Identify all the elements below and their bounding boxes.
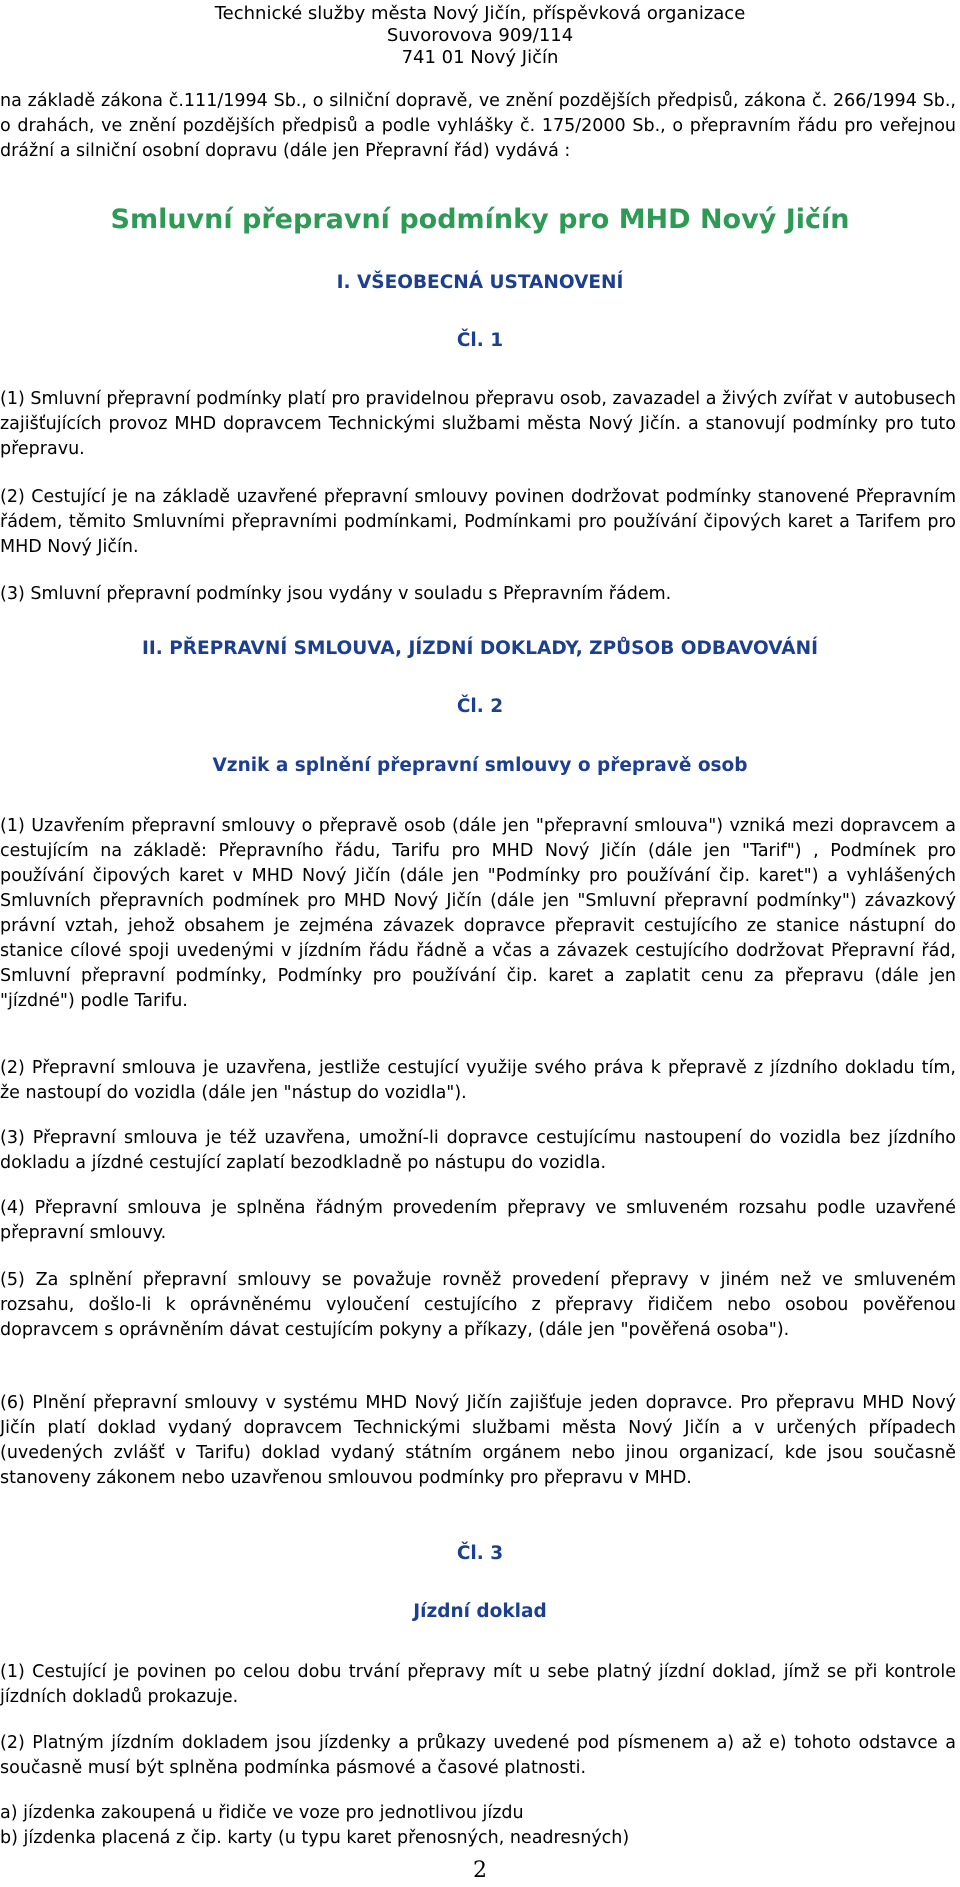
letterhead bbox=[0, 0, 960, 69]
article-2-heading: Čl. 2 bbox=[456, 696, 504, 717]
article-3-heading: Čl. 3 bbox=[456, 1543, 504, 1564]
section-1-heading: I. VŠEOBECNÁ USTANOVENÍ bbox=[336, 272, 624, 293]
organization-street: Suvorovova 909/114 bbox=[386, 25, 574, 46]
organization-city: 741 01 Nový Jičín bbox=[401, 47, 559, 68]
section-2-heading: II. PŘEPRAVNÍ SMLOUVA, JÍZDNÍ DOKLADY, ZPŮSOB ODBAVOVÁNÍ bbox=[142, 638, 818, 659]
article-3-paragraph-1: (1) Cestující je povinen po celou dobu trvání přepravy mít u sebe platný jízdní doklad, jímž se při kontrole jízdních dokladů prokazuje. bbox=[0, 1662, 956, 1707]
page-number: 2 bbox=[473, 1858, 487, 1883]
article-2-paragraph-1: (1) Uzavřením přepravní smlouvy o přepravě osob (dále jen "přepravní smlouva") vzniká mezi dopravcem a cestujícím na základě: Přepravního řádu, Tarifu pro MHD Nový Jičín (dále jen "Tarif") , Podmínek pro používání čipových karet v MHD Nový Jičín (dále jen "Podmínky pro používání čip. karet") a vyhlášených Smluvních přepravních podmínek pro MHD Nový Jičín (dále jen "Smluvní přepravní podmínky") závazkový právní vztah, jehož obsahem je zejména závazek dopravce přepravit cestujícího ze stanice nástupní do stanice cílové spoji uvedenými v jízdním řádu řádně a včas a závazek cestujícího dodržovat Přepravní řád, Smluvní přepravní podmínky, Podmínky pro používání čip. karet a zaplatit cenu za přepravu (dále jen "jízdné") podle Tarifu. bbox=[0, 816, 956, 1011]
article-1-heading: Čl. 1 bbox=[456, 330, 504, 351]
organization-name: Technické služby města Nový Jičín, příspěvková organizace bbox=[214, 3, 746, 24]
article-1-paragraph-1: (1) Smluvní přepravní podmínky platí pro pravidelnou přepravu osob, zavazadel a živých zvířat v autobusech zajišťujících provoz MHD dopravcem Technickými službami města Nový Jičín. a stanovují podmínky pro tuto přepravu. bbox=[0, 389, 956, 459]
document-title: Smluvní přepravní podmínky pro MHD Nový Jičín bbox=[110, 204, 850, 235]
intro-text: na základě zákona č.111/1994 Sb., o silniční dopravě, ve znění pozdějších předpisů, zákona č. 266/1994 Sb., o drahách, ve znění pozdějších předpisů a podle vyhlášky č. 175/2000 Sb., o přepravním řádu pro veřejnou drážní a silniční osobní dopravu (dále jen Přepravní řád) vydává : bbox=[0, 91, 956, 161]
article-2-paragraph-3: (3) Přepravní smlouva je též uzavřena, umožní-li dopravce cestujícímu nastoupení do vozidla bez jízdního dokladu a jízdné cestující zaplatí bezodkladně po nástupu do vozidla. bbox=[0, 1128, 956, 1173]
article-3-item-b: b) jízdenka placená z čip. karty (u typu karet přenosných, neadresných) bbox=[0, 1828, 630, 1848]
article-2-paragraph-5: (5) Za splnění přepravní smlouvy se považuje rovněž provedení přepravy v jiném než ve smluveném rozsahu, došlo-li k oprávněnému vyloučení cestujícího z přepravy řidičem nebo osobou pověřenou dopravcem s oprávněním dávat cestujícím pokyny a příkazy, (dále jen "pověřená osoba"). bbox=[0, 1270, 956, 1340]
article-1-paragraph-2: (2) Cestující je na základě uzavřené přepravní smlouvy povinen dodržovat podmínky stanovené Přepravním řádem, těmito Smluvními přepravními podmínkami, Podmínkami pro používání čipových karet a Tarifem pro MHD Nový Jičín. bbox=[0, 487, 956, 557]
article-2-paragraph-4: (4) Přepravní smlouva je splněna řádným provedením přepravy ve smluveném rozsahu podle uzavřené přepravní smlouvy. bbox=[0, 1198, 956, 1243]
article-2-subheading: Vznik a splnění přepravní smlouvy o přepravě osob bbox=[212, 755, 748, 776]
article-1-paragraph-3: (3) Smluvní přepravní podmínky jsou vydány v souladu s Přepravním řádem. bbox=[0, 584, 672, 604]
article-2-paragraph-2: (2) Přepravní smlouva je uzavřena, jestliže cestující využije svého práva k přepravě z jízdního dokladu tím, že nastoupí do vozidla (dále jen "nástup do vozidla"). bbox=[0, 1058, 956, 1103]
article-2-paragraph-6: (6) Plnění přepravní smlouvy v systému MHD Nový Jičín zajišťuje jeden dopravce. Pro přepravu MHD Nový Jičín platí doklad vydaný dopravcem Technickými službami města Nový Jičín a v určených případech (uvedených zvlášť v Tarifu) doklad vydaný státním orgánem nebo jinou organizací, kde jsou současně stanoveny zákonem nebo uzavřenou smlouvou podmínky pro přepravu v MHD. bbox=[0, 1393, 956, 1488]
article-3-paragraph-2: (2) Platným jízdním dokladem jsou jízdenky a průkazy uvedené pod písmenem a) až e) tohoto odstavce a současně musí být splněna podmínka pásmové a časové platnosti. bbox=[0, 1733, 956, 1778]
article-3-subheading: Jízdní doklad bbox=[413, 1601, 547, 1622]
article-3-item-a: a) jízdenka zakoupená u řidiče ve voze pro jednotlivou jízdu bbox=[0, 1803, 524, 1823]
intro-paragraph bbox=[0, 89, 956, 164]
